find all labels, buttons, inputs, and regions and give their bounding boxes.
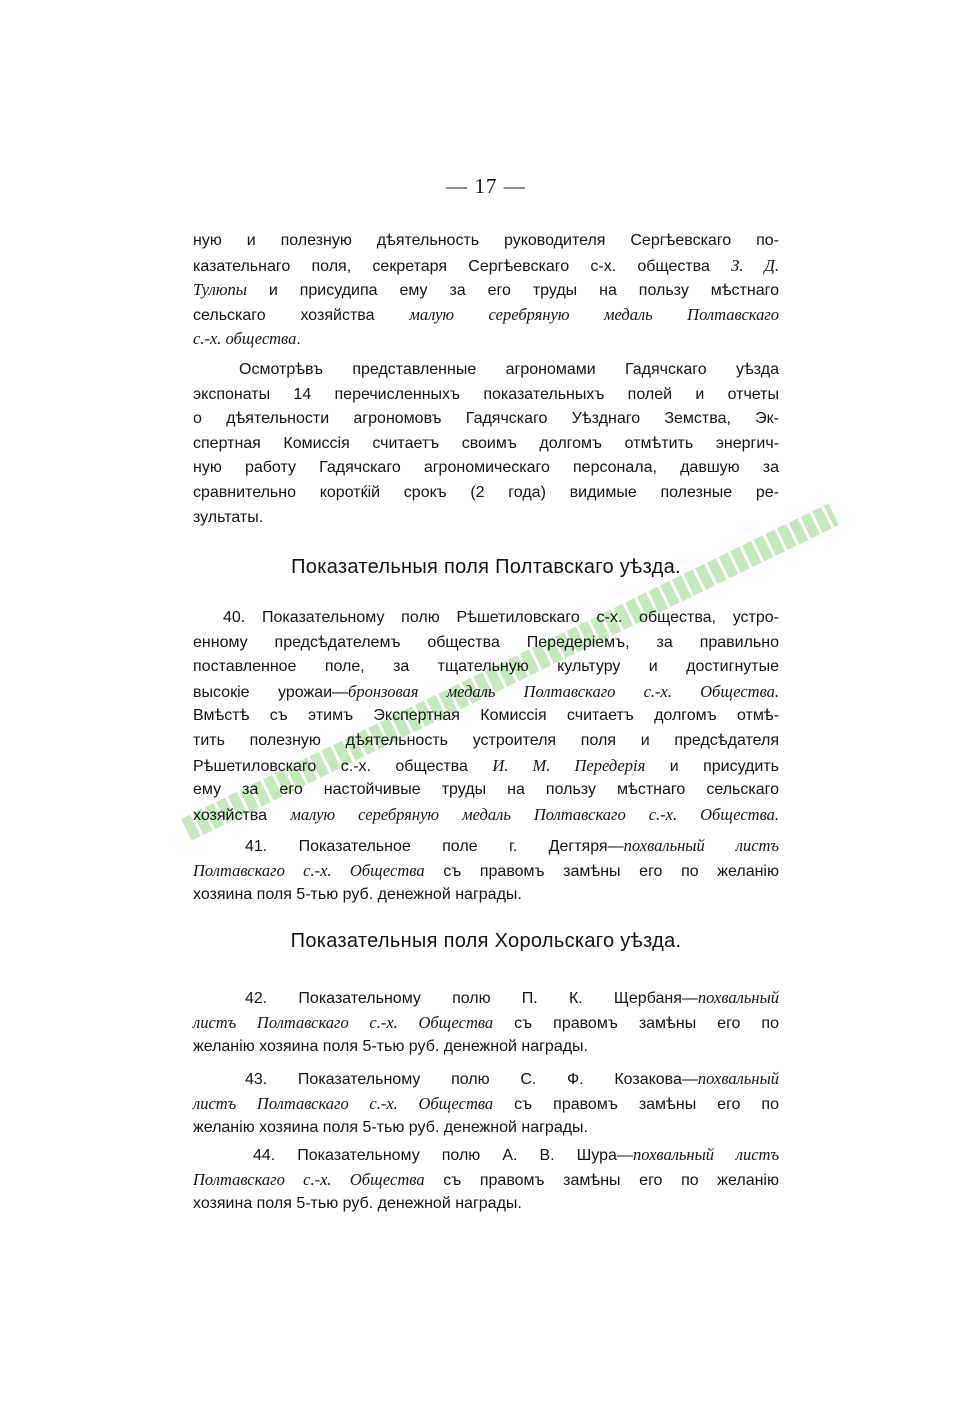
text-line: высокіе урожаи—бронзовая медаль Полтавскаго с.-х. Общества. — [193, 681, 779, 701]
text-line: желанію хозяина поля 5-тью руб. денежной награды. — [193, 1119, 588, 1137]
text-line: казательнаго поля, секретаря Сергѣевскаго с-х. общества З. Д. — [193, 255, 780, 275]
text-line: 41. Показательное поле г. Дегтяря—похвальный листъ — [245, 836, 779, 855]
text-line: 44. Показательному полю А. В. Шура—похвальный листъ — [253, 1145, 780, 1164]
text-line: листъ Полтавскаго с.-х. Общества съ правомъ замѣны его по — [193, 1093, 779, 1113]
text-line: хозяина поля 5-тью руб. денежной награды. — [193, 1195, 522, 1213]
text-line: о дѣятельности агрономовъ Гадячскаго Уѣзднаго Земства, Эк- — [193, 410, 779, 428]
text-line: сельскаго хозяйства малую серебряную медаль Полтавскаго — [193, 304, 780, 324]
text-line: 42. Показательному полю П. К. Щербаня—похвальный — [245, 988, 779, 1007]
text-line: ную и полезную дѣятельность руководителя Сергѣевскаго по- — [193, 232, 779, 249]
text-line: поставленное поле, за тщательную культуру и достигнутые — [193, 658, 779, 676]
text-line: енному предсѣдателемъ общества Передеріемъ, за правильно — [193, 633, 779, 651]
page-number: — 17 — — [446, 174, 526, 198]
section-heading-poltava: Показательныя поля Полтавскаго уѣзда. — [291, 556, 681, 578]
text-line: зультаты. — [193, 508, 264, 526]
text-line: желанію хозяина поля 5-тью руб. денежной награды. — [193, 1038, 588, 1056]
award-item-40 — [193, 606, 779, 827]
paragraph-gadyach — [193, 358, 779, 530]
text-line: листъ Полтавскаго с.-х. Общества съ правомъ замѣны его по — [193, 1012, 779, 1032]
section-heading-khorol: Показательныя поля Хорольскаго уѣзда. — [290, 930, 682, 952]
text-line: с.-х. общества. — [193, 329, 301, 349]
text-line: Осмотрѣвъ представленные агрономами Гадячскаго уѣзда — [239, 361, 779, 378]
text-line: 43. Показательному полю С. Ф. Козакова—похвальный — [245, 1069, 779, 1088]
award-item-43 — [193, 1067, 779, 1141]
text-line: 40. Показательному полю Рѣшетиловскаго с-х. общества, устро- — [223, 609, 779, 626]
text-line: Рѣшетиловскаго с.-х. общества И. М. Передерія и присудить — [193, 755, 779, 775]
text-line: экспонаты 14 перечисленныхъ показательныхъ полей и отчеты — [193, 385, 779, 403]
text-line: сравнительно коротќій срокъ (2 года) видимые полезные ре- — [193, 483, 779, 501]
text-line: ную работу Гадячскаго агрономическаго персонала, давшую за — [193, 459, 779, 477]
text-line: хозяина поля 5-тью руб. денежной награды. — [193, 886, 522, 904]
award-item-41 — [193, 834, 779, 908]
text-line: Тулюпы и присудипа ему за его труды на пользу мѣстнаго — [193, 280, 779, 300]
text-line: ему за его настойчивые труды на пользу мѣстнаго сельскаго — [193, 781, 779, 799]
text-line: хозяйства малую серебряную медаль Полтавскаго с.-х. Общества. — [193, 804, 779, 824]
text-line: тить полезную дѣятельность устроителя поля и предсѣдателя — [193, 731, 779, 749]
text-line: спертная Комиссія считаетъ своимъ долгомъ отмѣтить энергич- — [193, 434, 779, 452]
award-item-42 — [193, 986, 779, 1060]
award-item-44 — [193, 1143, 779, 1217]
text-line: Вмѣстѣ съ этимъ Экспертная Комиссія считаетъ долгомъ отмѣ- — [193, 707, 779, 725]
text-line: Полтавскаго с.-х. Общества съ правомъ замѣны его по желанію — [193, 860, 779, 880]
paragraph-continuation — [193, 229, 779, 352]
text-line: Полтавскаго с.-х. Общества съ правомъ замѣны его по желанію — [193, 1169, 779, 1189]
